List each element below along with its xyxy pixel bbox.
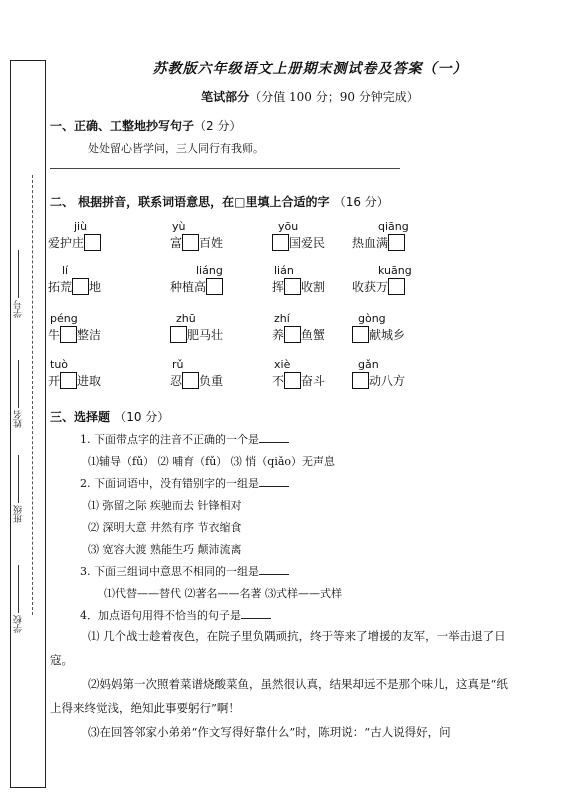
word-prefix: 种植高 — [170, 280, 207, 294]
question-3: 3. 下面三组词中意思不相同的一组是 — [80, 563, 289, 579]
pinyin-item — [170, 220, 260, 260]
word-with-blank — [272, 326, 325, 343]
margin-label-student-id: 学号 — [12, 250, 25, 318]
pinyin-label: jiù — [74, 220, 88, 233]
word-with-blank — [272, 234, 325, 251]
word-suffix: 收割 — [301, 280, 326, 294]
word-prefix: 养 — [272, 328, 285, 342]
word-with-blank — [170, 278, 223, 295]
answer-box[interactable] — [206, 278, 223, 295]
question-3-options: ⑴代替——替代 ⑵著名——名著 ⑶式样——式样 — [104, 587, 342, 600]
word-suffix: 献城乡 — [369, 328, 406, 342]
question-4-option-1: ⑴ 几个战士趁着夜色，在院子里负隅顽抗，终于等来了增援的友军，一举击退了日寇。 — [50, 629, 506, 667]
answer-box[interactable] — [388, 278, 405, 295]
pinyin-item — [48, 220, 138, 260]
answer-box[interactable] — [60, 326, 77, 343]
word-suffix: 鱼蟹 — [301, 328, 326, 342]
word-prefix: 收获万 — [352, 280, 389, 294]
pinyin-label: zhū — [176, 312, 196, 325]
pinyin-label: lián — [274, 264, 294, 277]
section-1-heading: 一、正确、工整地抄写句子（2 分） — [50, 119, 242, 133]
word-with-blank — [272, 372, 325, 389]
answer-blank-q3[interactable] — [259, 563, 289, 575]
pinyin-item — [48, 358, 138, 398]
word-prefix: 不 — [272, 374, 285, 388]
margin-label-school: 学校 — [12, 565, 25, 633]
question-4-option-3: ⑶在回答邻家小弟弟“作文写得好靠什么”时，陈玥说：“古人说得好，问 — [88, 725, 451, 739]
section-3-heading: 三、选择题 （10 分） — [50, 410, 170, 424]
pinyin-item — [272, 264, 362, 304]
word-prefix: 开 — [48, 374, 61, 388]
answer-box[interactable] — [72, 278, 89, 295]
pinyin-label: yōu — [278, 220, 299, 233]
answer-box[interactable] — [272, 234, 289, 251]
question-1: 1. 下面带点字的注音不正确的一个是 — [80, 431, 289, 447]
pinyin-item — [48, 264, 138, 304]
question-2-option-3: ⑶ 宽容大渡 熟能生巧 颠沛流离 — [88, 543, 242, 556]
section-1-sentence: 处处留心皆学问，三人同行有我师。 — [88, 142, 264, 155]
word-suffix: 进取 — [77, 374, 102, 388]
answer-box[interactable] — [284, 326, 301, 343]
word-with-blank — [352, 372, 405, 389]
binding-dashed-line — [32, 175, 33, 615]
pinyin-label: qiāng — [378, 220, 409, 233]
answer-box[interactable] — [60, 372, 77, 389]
word-with-blank — [48, 234, 101, 251]
word-suffix: 整洁 — [77, 328, 102, 342]
word-with-blank — [170, 372, 223, 389]
word-with-blank — [48, 372, 101, 389]
word-prefix: 挥 — [272, 280, 285, 294]
word-prefix: 热血满 — [352, 236, 389, 250]
pinyin-item — [352, 358, 442, 398]
pinyin-label: liáng — [196, 264, 223, 277]
pinyin-label: tuò — [50, 358, 69, 371]
pinyin-item — [170, 312, 260, 352]
pinyin-label: gòng — [358, 312, 386, 325]
margin-label-name: 姓名 — [12, 360, 25, 428]
pinyin-label: yù — [172, 220, 186, 233]
section-2-heading: 二、 根据拼音，联系词语意思，在□里填上合适的字 （16 分） — [50, 195, 389, 209]
question-1-options: ⑴辅导（fǔ） ⑵ 哺育（fǔ） ⑶ 悄（qiǎo）无声息 — [88, 455, 336, 468]
answer-box[interactable] — [352, 372, 369, 389]
word-with-blank — [48, 278, 101, 295]
pinyin-item — [272, 312, 362, 352]
word-suffix: 奋斗 — [301, 374, 326, 388]
pinyin-label: gǎn — [358, 358, 379, 371]
word-with-blank — [48, 326, 101, 343]
word-prefix: 富 — [170, 236, 183, 250]
pinyin-item — [48, 312, 138, 352]
answer-box[interactable] — [284, 372, 301, 389]
pinyin-item — [170, 264, 260, 304]
question-2: 2. 下面词语中，没有错别字的一组是 — [80, 475, 289, 491]
question-4-option-2: ⑵妈妈第一次照着菜谱烧酸菜鱼，虽然很认真，结果却远不是那个味儿，这真是“纸上得来终觉浅，绝知此事要躬行”啊！ — [50, 677, 508, 715]
answer-box[interactable] — [182, 234, 199, 251]
word-suffix: 地 — [89, 280, 102, 294]
pinyin-label: zhí — [274, 312, 290, 325]
answer-box[interactable] — [388, 234, 405, 251]
pinyin-item — [170, 358, 260, 398]
page-title: 苏教版六年级语文上册期末测试卷及答案（一） — [152, 61, 468, 77]
answer-blank-q1[interactable] — [259, 431, 289, 443]
pinyin-item — [352, 264, 442, 304]
answer-line[interactable] — [50, 168, 400, 169]
question-2-option-1: ⑴ 弥留之际 疾驰而去 针锋相对 — [88, 499, 242, 512]
answer-blank-q2[interactable] — [259, 475, 289, 487]
word-with-blank — [352, 278, 405, 295]
answer-box[interactable] — [352, 326, 369, 343]
answer-box[interactable] — [182, 372, 199, 389]
word-prefix: 忍 — [170, 374, 183, 388]
word-with-blank — [352, 326, 405, 343]
pinyin-label: péng — [50, 312, 78, 325]
word-with-blank — [170, 326, 223, 343]
word-suffix: 百姓 — [199, 236, 224, 250]
word-with-blank — [170, 234, 223, 251]
page-subtitle: 笔试部分（分值 100 分；90 分钟完成） — [201, 90, 419, 104]
pinyin-label: xiè — [274, 358, 291, 371]
pinyin-item — [272, 220, 362, 260]
word-suffix: 国爱民 — [289, 236, 326, 250]
word-suffix: 负重 — [199, 374, 224, 388]
pinyin-item — [272, 358, 362, 398]
margin-label-class: 班级 — [12, 455, 25, 523]
pinyin-item — [352, 312, 442, 352]
word-with-blank — [352, 234, 405, 251]
answer-blank-q4[interactable] — [241, 607, 271, 619]
word-suffix: 动八方 — [369, 374, 406, 388]
word-prefix: 爱护庄 — [48, 236, 85, 250]
pinyin-label: lí — [62, 264, 69, 277]
question-2-option-2: ⑵ 深明大意 井然有序 节衣缩食 — [88, 521, 242, 534]
word-suffix: 肥马壮 — [187, 328, 224, 342]
answer-box[interactable] — [84, 234, 101, 251]
answer-box[interactable] — [170, 326, 187, 343]
pinyin-item — [352, 220, 442, 260]
word-prefix: 拓荒 — [48, 280, 73, 294]
pinyin-label: kuāng — [378, 264, 412, 277]
answer-box[interactable] — [284, 278, 301, 295]
word-prefix: 牛 — [48, 328, 61, 342]
question-4: 4．加点语句用得不恰当的句子是 — [80, 607, 271, 623]
pinyin-label: rǔ — [172, 358, 184, 371]
word-with-blank — [272, 278, 325, 295]
